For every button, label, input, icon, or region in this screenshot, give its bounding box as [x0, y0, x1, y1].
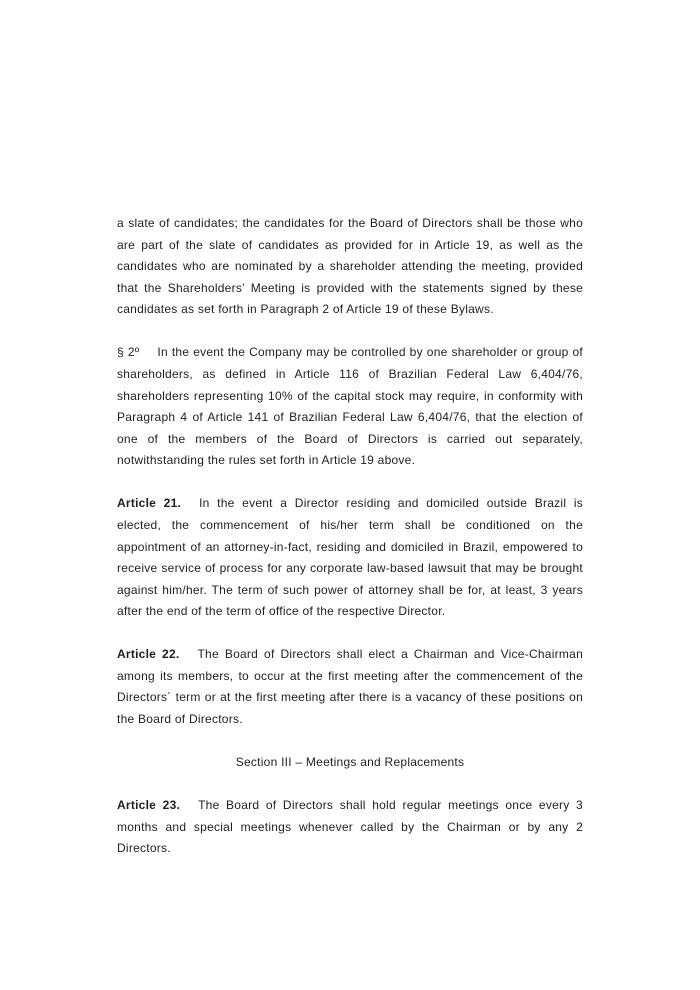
paragraph-slate-of-candidates	[117, 213, 583, 321]
article-text: In the event a Director residing and domiciled outside Brazil is elected, the commencement of his/her term shall be conditioned on the appointment of an attorney-in-fact, residing and domiciled in Brazil, empowered to receive service of process for any corporate law-based lawsuit that may be brought against him/her. The term of such power of attorney shall be for, at least, 3 years after the end of the term of office of the respective Director.	[117, 496, 583, 619]
paragraph-section-2	[117, 342, 583, 472]
paragraph-text: a slate of candidates; the candidates for the Board of Directors shall be those who are part of the slate of candidates as provided for in Article 19, as well as the candidates who are nominated by a shareholder attending the meeting, provided that the Shareholders’ Meeting is provided with the statements signed by these candidates as set forth in Paragraph 2 of Article 19 of these Bylaws.	[117, 216, 583, 317]
document-page	[117, 213, 583, 881]
article-21	[117, 493, 583, 623]
article-22	[117, 644, 583, 730]
article-text: The Board of Directors shall hold regular meetings once every 3 months and special meetings whenever called by the Chairman or by any 2 Directors.	[117, 798, 583, 856]
article-23	[117, 795, 583, 860]
article-label: Article 23.	[117, 798, 181, 813]
article-text: The Board of Directors shall elect a Chairman and Vice-Chairman among its members, to occur at the first meeting after the commencement of the Directors´ term or at the first meeting after there is a vacancy of these positions on the Board of Directors.	[117, 647, 583, 727]
section-heading: Section III – Meetings and Replacements	[235, 755, 465, 770]
article-label: Article 22.	[117, 647, 180, 662]
paragraph-label: § 2º	[117, 345, 140, 360]
paragraph-text: In the event the Company may be controlled by one shareholder or group of shareholders, as defined in Article 116 of Brazilian Federal Law 6,404/76, shareholders representing 10% of the capital stock may require, in conformity with Paragraph 4 of Article 141 of Brazilian Federal Law 6,404/76, that the election of one of the members of the Board of Directors is carried out separately, notwithstanding the rules set forth in Article 19 above.	[117, 345, 583, 468]
article-label: Article 21.	[117, 496, 182, 511]
